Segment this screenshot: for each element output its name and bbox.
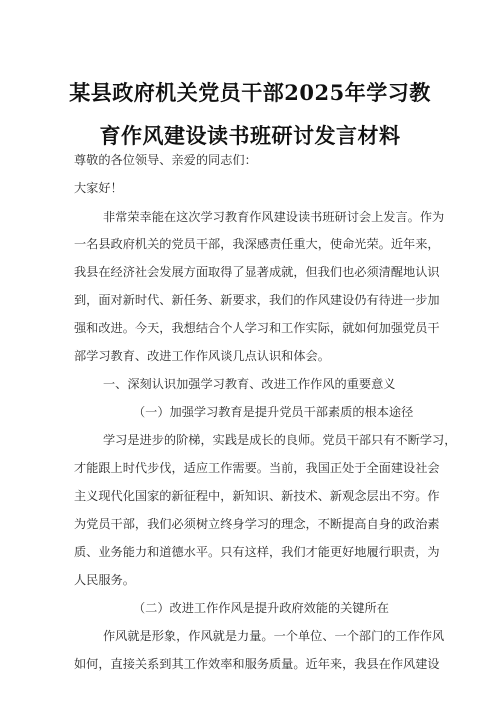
paragraph-line: 强和改进。今天，我想结合个人学习和工作实际，就如何加强党员干 <box>74 321 440 335</box>
paragraph-line: 作风就是形象，作风就是力量。一个单位、一个部门的工作作风 <box>103 629 445 643</box>
paragraph-line: 学习是进步的阶梯，实践是成长的良师。党员干部只有不断学习， <box>103 433 457 447</box>
salutation: 尊敬的各位领导、亲爱的同志们： <box>74 153 257 167</box>
document-title-line-2: 育作风建设读书班研讨发言材料 <box>99 123 401 148</box>
paragraph-line: 才能跟上时代步伐，适应工作需要。当前，我国正处于全面建设社会 <box>74 461 440 475</box>
paragraph-line: 质、业务能力和道德水平。只有这样，我们才能更好地履行职责，为 <box>74 545 440 559</box>
paragraph-line: 主义现代化国家的新征程中，新知识、新技术、新观念层出不穷。作 <box>74 489 440 503</box>
paragraph-line: 如何，直接关系到其工作效率和服务质量。近年来，我县在作风建设 <box>74 657 440 671</box>
paragraph-line: 我县在经济社会发展方面取得了显著成就，但我们也必须清醒地认识 <box>74 265 440 279</box>
paragraph-line: 一名县政府机关的党员干部，我深感责任重大，使命光荣。近年来， <box>74 237 440 251</box>
greeting: 大家好！ <box>74 181 123 195</box>
document-title-line-1: 某县政府机关党员干部2025年学习教 <box>69 80 431 105</box>
paragraph-line: 为党员干部，我们必须树立终身学习的理念，不断提高自身的政治素 <box>74 517 440 531</box>
paragraph-line: 到，面对新时代、新任务、新要求，我们的作风建设仍有待进一步加 <box>74 293 440 307</box>
section-heading: 一、深刻认识加强学习教育、改进工作作风的重要意义 <box>103 377 396 391</box>
subsection-heading: （一）加强学习教育是提升党员干部素质的根本途径 <box>133 405 414 419</box>
paragraph-line: 非常荣幸能在这次学习教育作风建设读书班研讨会上发言。作为 <box>103 210 445 224</box>
subsection-heading: （二）改进工作作风是提升政府效能的关键所在 <box>133 601 389 615</box>
paragraph-line: 部学习教育、改进工作作风谈几点认识和体会。 <box>74 349 330 363</box>
paragraph-line: 人民服务。 <box>74 573 135 587</box>
